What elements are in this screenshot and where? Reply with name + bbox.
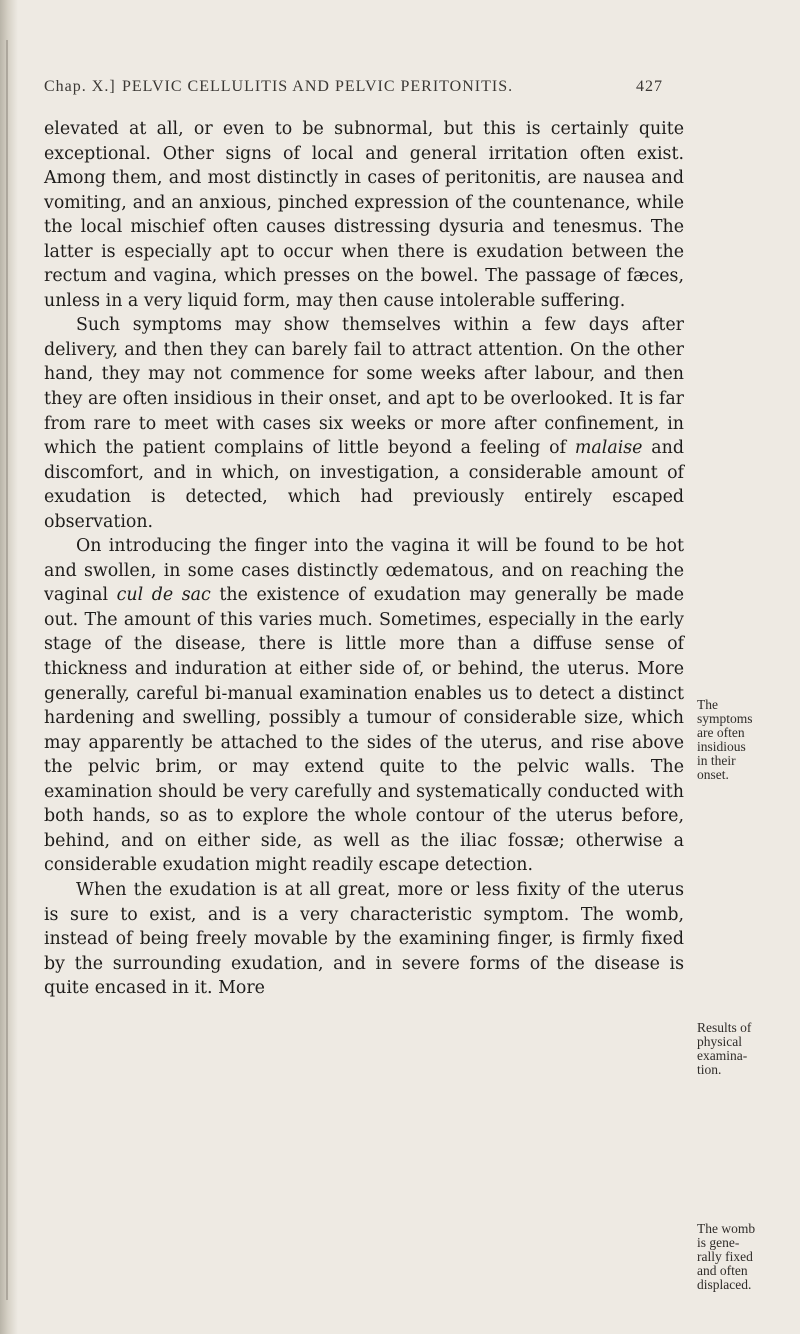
paragraph (44, 534, 684, 878)
text-run: On introducing the finger into the vagina it will be found to be hot and swollen, in some cases distinctly œdematous, and on reaching the vaginal (44, 536, 684, 606)
page-binding-edge (0, 0, 18, 1334)
text-run: Such symptoms may show themselves within a few days after delivery, and then they can barely fail to attract attention. On the other hand, they may not commence for some weeks after labour, and then they are often insidious in their onset, and apt to be overlooked. It is far from rare to meet with cases six weeks or more after confinement, in which the patient complains of little beyond a feeling of (44, 315, 684, 459)
body-text (44, 117, 684, 1001)
text-run: the existence of exudation may generally be made out. The amount of this varies much. Sometimes, especially in the early stage of the disease, there is little more than a diffuse sense of thickness and induration at either side of, or behind, the uterus. More generally, careful bi-manual examination enables us to detect a distinct hardening and swelling, possibly a tumour of considerable size, which may apparently be attached to the sides of the uterus, and rise above the pelvic brim, or may extend quite to the pelvic walls. The examination should be very carefully and systematically conducted with both hands, so as to explore the whole contour of the uterus before, behind, and on either side, as well as the iliac fossæ; otherwise a considerable exudation might readily escape detection. (44, 585, 685, 876)
page-binding-shadow (6, 40, 8, 1300)
text-run: When the exudation is at all great, more or less fixity of the uterus is sure to exist, and is a very characteristic symptom. The womb, instead of being freely movable by the examining finger, is firmly fixed by the surrounding exudation, and in severe forms of the disease is quite encased in it. More (44, 879, 684, 999)
text-run: elevated at all, or even to be subnormal, but this is certainly quite exceptional. Other signs of local and general irritation often exist. Among them, and most distinctly in cases of peritonitis, are nausea and vomiting, and an anxious, pinched expression of the countenance, while the local mischief often causes distressing dysuria and tenesmus. The latter is especially apt to occur when there is exudation between the rectum and vagina, which presses on the bowel. The passage of fæces, unless in a very liquid form, may then cause intolerable suffering. (44, 119, 684, 311)
margin-note-physical-examination: Results of physical examina- tion. (697, 1020, 752, 1077)
running-title: PELVIC CELLULITIS AND PELVIC PERITONITIS. (122, 78, 514, 95)
paragraph (44, 313, 684, 534)
paragraph (44, 117, 684, 313)
margin-note-symptoms: The symptoms are often insidious in their onset. (697, 697, 753, 782)
italic-phrase: malaise (574, 438, 643, 459)
paragraph (44, 878, 684, 1001)
text-run: and discomfort, and in which, on investigation, a considerable amount of exudation is detected, which had previously entirely escaped observation. (44, 438, 685, 532)
margin-note-womb-fixed: The womb is gene- rally fixed and often displaced. (697, 1221, 756, 1292)
italic-phrase: cul de sac (116, 585, 211, 606)
chapter-label: Chap. X.] (44, 78, 116, 95)
page-number: 427 (636, 78, 663, 95)
